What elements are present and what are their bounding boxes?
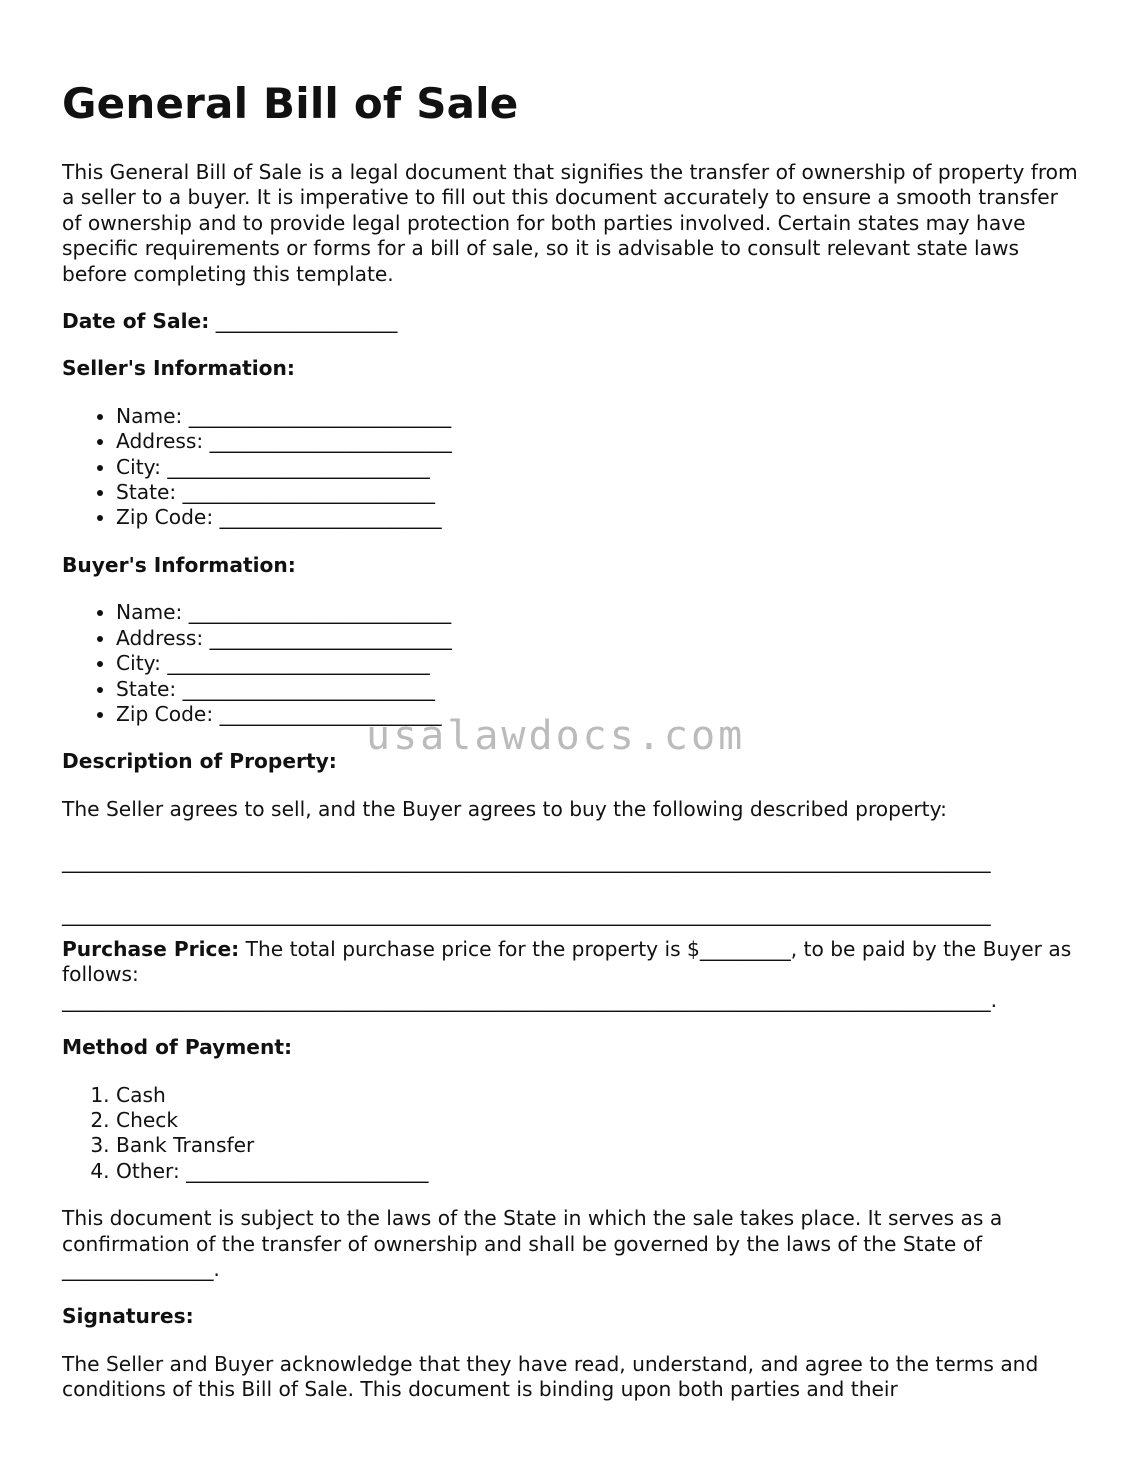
date-of-sale <box>62 309 1078 334</box>
seller-zip-field: • Zip Code: ______________________ <box>116 505 1078 530</box>
payment-heading: Method of Payment: <box>62 1035 293 1060</box>
seller-fields <box>62 404 1078 531</box>
date-of-sale-label: Date of Sale: <box>62 309 210 334</box>
seller-city-field: • City: __________________________ <box>116 455 1078 480</box>
watermark: usalawdocs.com <box>366 713 746 759</box>
seller-name-field: • Name: __________________________ <box>116 404 1078 429</box>
payment-options <box>62 1083 1078 1185</box>
purchase-price-text: The total purchase price for the property is $_________, to be paid by the Buyer as follows: <box>62 936 1072 987</box>
payment-option-other: 4. Other: ________________________ <box>116 1159 1078 1184</box>
payment-option-check: 2. Check <box>116 1108 1078 1133</box>
buyer-state-field: • State: _________________________ <box>116 677 1078 702</box>
signatures-text: The Seller and Buyer acknowledge that they have read, understand, and agree to the terms and conditions of this Bill of Sale. This document is binding upon both parties and their <box>62 1351 1039 1402</box>
buyer-heading: Buyer's Information: <box>62 552 296 577</box>
property-text: The Seller agrees to sell, and the Buyer agrees to buy the following described property: <box>62 796 947 821</box>
property-line-1: ____________________________________________________________________________________________ <box>62 849 991 874</box>
page-title: General Bill of Sale <box>62 79 519 128</box>
date-of-sale-blank: __________________ <box>215 309 398 334</box>
buyer-city-field: • City: __________________________ <box>116 651 1078 676</box>
payment-option-bank-transfer: 3. Bank Transfer <box>116 1133 1078 1158</box>
purchase-price <box>62 937 1078 988</box>
property-line-2: ____________________________________________________________________________________________ <box>62 901 991 926</box>
purchase-price-label: Purchase Price: <box>62 936 240 961</box>
seller-heading: Seller's Information: <box>62 356 295 381</box>
buyer-fields <box>62 600 1078 727</box>
buyer-name-field: • Name: __________________________ <box>116 600 1078 625</box>
seller-address-field: • Address: ________________________ <box>116 429 1078 454</box>
payment-option-cash: 1. Cash <box>116 1083 1078 1108</box>
property-heading: Description of Property: <box>62 749 337 774</box>
seller-state-field: • State: _________________________ <box>116 480 1078 505</box>
governing-law-paragraph: This document is subject to the laws of the State in which the sale takes place. It serves as a confirmation of the transfer of ownership and shall be governed by the laws of the State of _______________. <box>62 1206 1003 1281</box>
buyer-address-field: • Address: ________________________ <box>116 626 1078 651</box>
signatures-heading: Signatures: <box>62 1304 194 1329</box>
intro-paragraph: This General Bill of Sale is a legal document that signifies the transfer of ownership of property from a seller to a buyer. It is imperative to fill out this document accurately to ensure a smooth transfer of ownership and to provide legal protection for both parties involved. Certain states may have specific requirements or forms for a bill of sale, so it is advisable to consult relevant state laws before completing this template. <box>62 160 1078 286</box>
purchase-price-line: ____________________________________________________________________________________________. <box>62 987 998 1012</box>
buyer-zip-field: • Zip Code: ______________________ <box>116 702 1078 727</box>
